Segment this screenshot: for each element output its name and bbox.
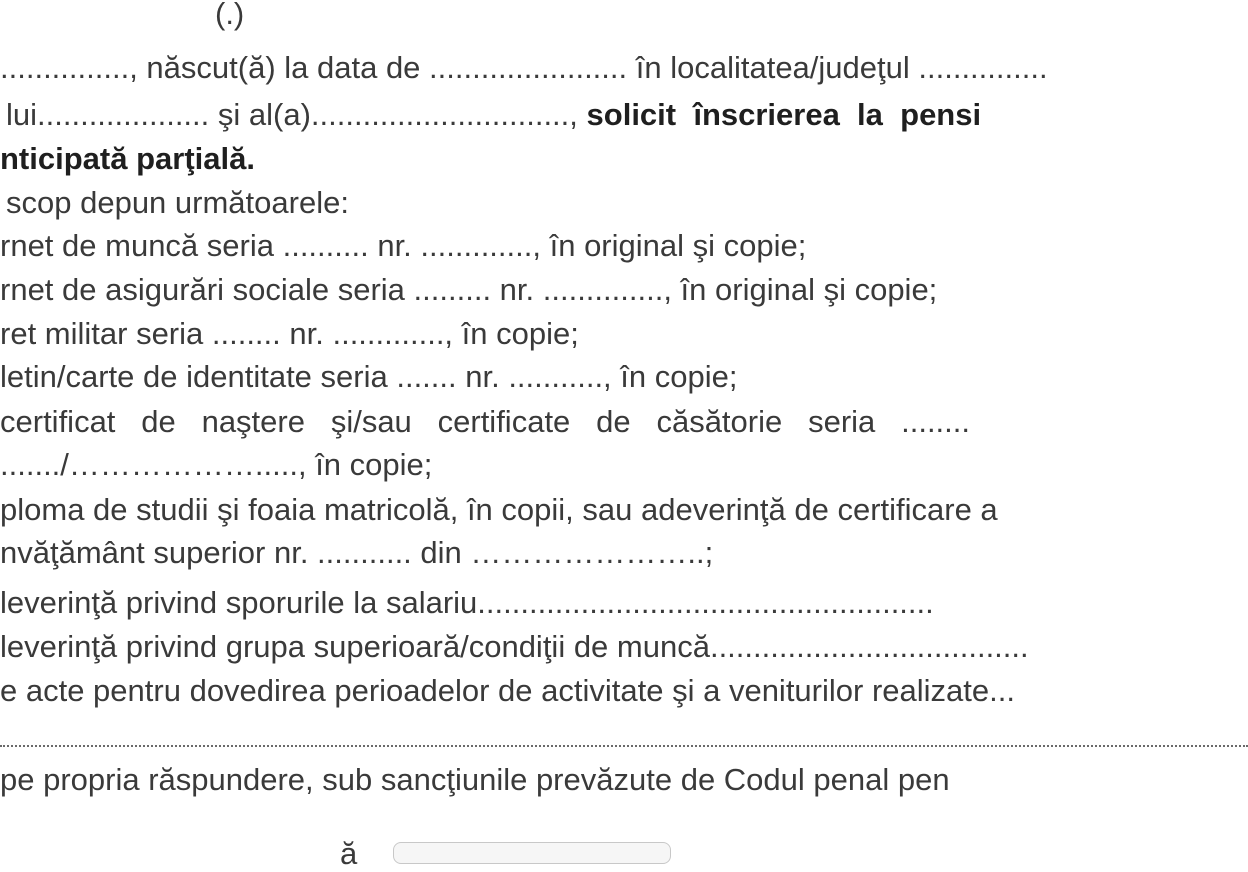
text-line-partial-early: nticipată parţială. — [0, 141, 255, 176]
text-line-work-book: rnet de muncă seria .......... nr. ............., în original şi copie; — [0, 228, 807, 263]
clipped-top-text: (.) — [215, 0, 245, 31]
text-line-birth-certificate: certificat de naştere şi/sau certificate de căsătorie seria ........ — [0, 404, 971, 439]
text-line-higher-education: nvăţământ superior nr. ........... din …………………..; — [0, 535, 714, 570]
text-line-activity-periods: e acte pentru dovedirea perioadelor de activitate şi a veniturilor realizate... — [0, 673, 1015, 708]
text-line-identity-card: letin/carte de identitate seria ....... nr. ..........., în copie; — [0, 359, 738, 394]
clipped-bottom-text: ă — [340, 836, 358, 871]
text-line-own-responsibility: pe propria răspundere, sub sancţiunile prevăzute de Codul penal pen — [0, 762, 950, 797]
text-line-diploma: ploma de studii şi foaia matricolă, în copii, sau adeverinţă de certificare a — [0, 492, 998, 527]
text-line-military-book: ret militar seria ........ nr. ............., în copie; — [0, 316, 579, 351]
text-line-social-insurance: rnet de asigurări sociale seria ......... nr. .............., în original şi copie; — [0, 272, 938, 307]
pension-request-bold: solicit înscrierea la pensi — [586, 97, 982, 132]
text-line-scope: scop depun următoarele: — [6, 185, 349, 220]
dotted-fill-line — [0, 745, 1248, 747]
text-line-certificate-series: ......./………………....., în copie; — [0, 447, 433, 482]
parents-text: lui.................... şi al(a).............................., — [6, 97, 578, 132]
text-line-work-conditions: leverinţă privind grupa superioară/condiţii de muncă..................................... — [0, 629, 1029, 664]
text-line-birth-date: ..............., născut(ă) la data de ....................... în localitatea/judeţul ............... — [0, 50, 1048, 85]
bottom-overlay-box — [393, 842, 671, 864]
text-line-salary-bonuses: leverinţă privind sporurile la salariu..................................................... — [0, 585, 934, 620]
text-line-parents — [6, 95, 981, 135]
